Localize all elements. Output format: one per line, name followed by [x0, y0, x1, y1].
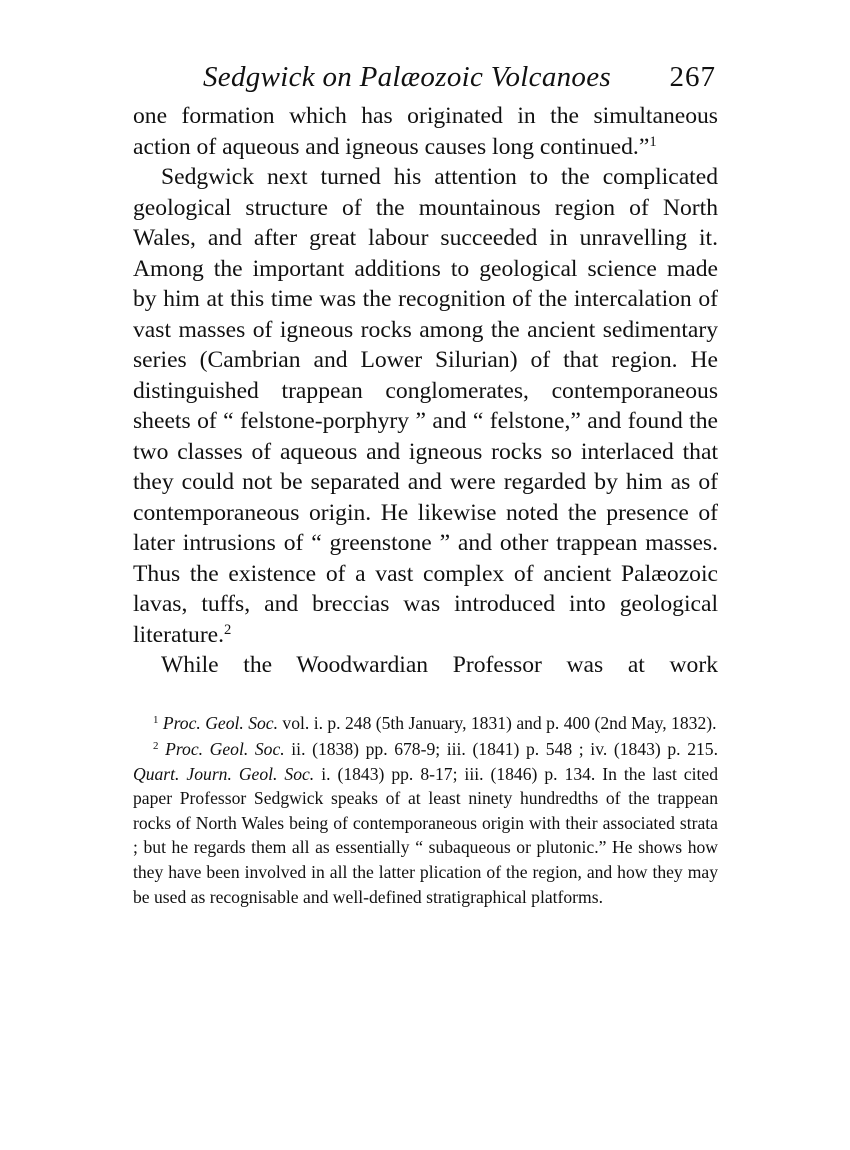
paragraph-text: one formation which has originated in the simultaneous action of aqueous and igneous causes long continued.”: [133, 103, 718, 160]
citation-title: Proc. Geol. Soc.: [162, 712, 279, 733]
paragraph-continued: [133, 101, 718, 162]
footnote: [133, 737, 718, 909]
footnotes: [133, 711, 718, 910]
footnote: [133, 711, 718, 736]
footnote-text: ii. (1838) pp. 678-9; iii. (1841) p. 548 ; iv. (1843) p. 215.: [284, 739, 718, 760]
book-page: [133, 55, 718, 911]
paragraph: [133, 650, 718, 681]
paragraph-text: Sedgwick next turned his attention to the complicated geological structure of the mountainous region of North Wales, and after great labour succeeded in unravelling it. Among the important additions to geological science made by him at this time was the recognition of the intercalation of vast masses of igneous rocks among the ancient sedimentary series (Cambrian and Lower Silurian) of that region. He distinguished trappean conglomerates, contemporaneous sheets of “ felstone-porphyry ” and “ felstone,” and found the two classes of aqueous and igneous rocks so interlaced that they could not be separated and were regarded by him as of contemporaneous origin. He likewise noted the presence of later intrusions of “ greenstone ” and other trappean masses. Thus the existence of a vast complex of ancient Palæozoic lavas, tuffs, and breccias was introduced into geological literature.: [133, 164, 718, 648]
body-text: [133, 101, 718, 681]
footnote-marker: 2: [224, 621, 232, 638]
footnote-text: i. (1843) pp. 8-17; iii. (1846) p. 134. In the last cited paper Professor Sedgwick speaks of at least ninety hundredths of the trappean rocks of North Wales being of contemporaneous origin with their associated strata ; but he regards them all as essentially “ subaqueous or plutonic.” He shows how they have been involved in all the latter plication of the region, and how they may be used as recognisable and well-defined stratigraphical platforms.: [133, 763, 718, 907]
page-number: 267: [669, 61, 716, 93]
paragraph-text: While the Woodwardian Professor was at work: [161, 652, 718, 678]
running-title: Sedgwick on Palæozoic Volcanoes: [203, 61, 611, 93]
running-head: [133, 55, 718, 99]
citation-title: Proc. Geol. Soc.: [165, 739, 285, 760]
citation-title: Quart. Journ. Geol. Soc.: [133, 763, 315, 784]
paragraph: [133, 162, 718, 650]
footnote-marker: 1: [649, 133, 657, 150]
footnote-number: 1: [153, 713, 159, 726]
footnote-number: 2: [153, 740, 159, 753]
footnote-text: vol. i. p. 248 (5th January, 1831) and p. 400 (2nd May, 1832).: [278, 712, 717, 733]
